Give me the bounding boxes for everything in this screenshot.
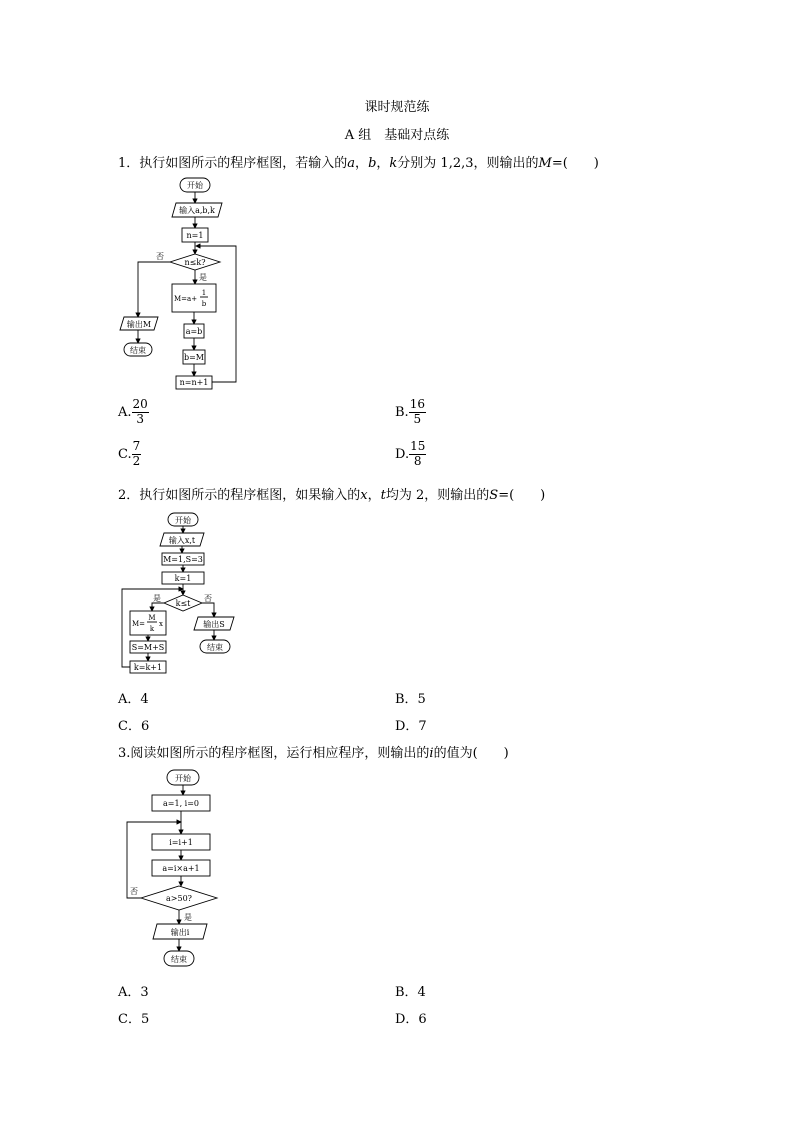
- question-3-stem: 3.阅读如图所示的程序框图，运行相应程序，则输出的i的值为( ): [118, 746, 509, 761]
- flow1-assign-m-label: M=a+: [174, 295, 198, 303]
- flow1-assign-b-label: b=M: [183, 353, 205, 362]
- q3-option-a[interactable]: A．3: [118, 985, 149, 1000]
- flow1-start-label: 开始: [187, 181, 203, 190]
- flow2-assign-m-post: x: [159, 620, 163, 628]
- flow3-condition-label: a>50?: [166, 894, 192, 903]
- flow2-condition-label: k≤t: [175, 599, 191, 608]
- q2-option-b[interactable]: B．5: [395, 692, 426, 707]
- flow2-assign-m-pre: M=: [132, 620, 146, 628]
- flow3-start-label: 开始: [175, 774, 191, 783]
- section-subtitle: A 组 基础对点练: [344, 128, 450, 143]
- page-title: 课时规范练: [364, 100, 430, 115]
- q2-option-d[interactable]: D．7: [395, 719, 427, 734]
- q1-option-c[interactable]: C. $\frac{7}{2}$: [118, 439, 141, 468]
- flowchart-2: [110, 505, 260, 680]
- flow2-increment-label: k=k+1: [133, 663, 163, 672]
- flow2-assign-m-num: M: [148, 614, 156, 622]
- flow1-assign-m-num: 1: [201, 289, 207, 297]
- flow3-no-label: 否: [130, 887, 138, 896]
- flow3-init-label: a=1, i=0: [163, 799, 199, 808]
- q1-option-b[interactable]: B. $\frac{16}{5}$: [395, 397, 425, 426]
- q1-option-a[interactable]: A. $\frac{20}{3}$: [118, 397, 148, 426]
- question-2-stem: 2．执行如图所示的程序框图，如果输入的x，t均为 2，则输出的S=( ): [118, 488, 546, 503]
- flow2-end-label: 结束: [207, 643, 223, 652]
- flow2-init2-label: k=1: [174, 574, 192, 583]
- q2-option-c[interactable]: C．6: [118, 719, 150, 734]
- flow1-end-label: 结束: [130, 346, 146, 355]
- flow1-no-label: 否: [156, 252, 164, 261]
- flow2-init1-label: M=1,S=3: [163, 555, 203, 564]
- q3-option-c[interactable]: C．5: [118, 1012, 150, 1027]
- flow3-end-label: 结束: [171, 955, 187, 964]
- flow1-init-label: n=1: [186, 231, 204, 240]
- flow1-assign-m-den: b: [201, 300, 207, 308]
- flowchart-1: [100, 170, 260, 390]
- flow1-assign-a-label: a=b: [185, 327, 203, 336]
- q1-option-d[interactable]: D. $\frac{15}{8}$: [395, 439, 426, 468]
- flow2-assign-s-label: S=M+S: [131, 643, 165, 652]
- flow3-output-label: 输出i: [170, 928, 190, 937]
- q3-option-b[interactable]: B．4: [395, 985, 426, 1000]
- flow2-output-label: 输出S: [203, 620, 225, 629]
- flow1-input-label: 输入a,b,k: [179, 206, 215, 215]
- flow2-no-label: 否: [204, 594, 212, 603]
- flow1-yes-label: 是: [199, 273, 207, 282]
- q3-option-d[interactable]: D．6: [395, 1012, 427, 1027]
- flow1-output-label: 输出M: [126, 320, 152, 329]
- flow2-start-label: 开始: [175, 516, 191, 525]
- flow2-assign-m-den: k: [149, 625, 155, 633]
- flow3-assign-label: a=i×a+1: [162, 864, 200, 873]
- flow2-yes-label: 是: [153, 594, 161, 603]
- flow3-increment-label: i=i+1: [169, 838, 193, 847]
- flowchart-3: [120, 762, 240, 977]
- flow1-increment-label: n=n+1: [179, 378, 209, 387]
- flow2-input-label: 输入x,t: [168, 536, 196, 545]
- flow3-yes-label: 是: [184, 913, 192, 922]
- question-1-stem: 1．执行如图所示的程序框图，若输入的a，b，k分别为 1,2,3，则输出的M=( ): [118, 156, 599, 171]
- q2-option-a[interactable]: A．4: [118, 692, 149, 707]
- flow1-condition-label: n≤k?: [184, 258, 206, 267]
